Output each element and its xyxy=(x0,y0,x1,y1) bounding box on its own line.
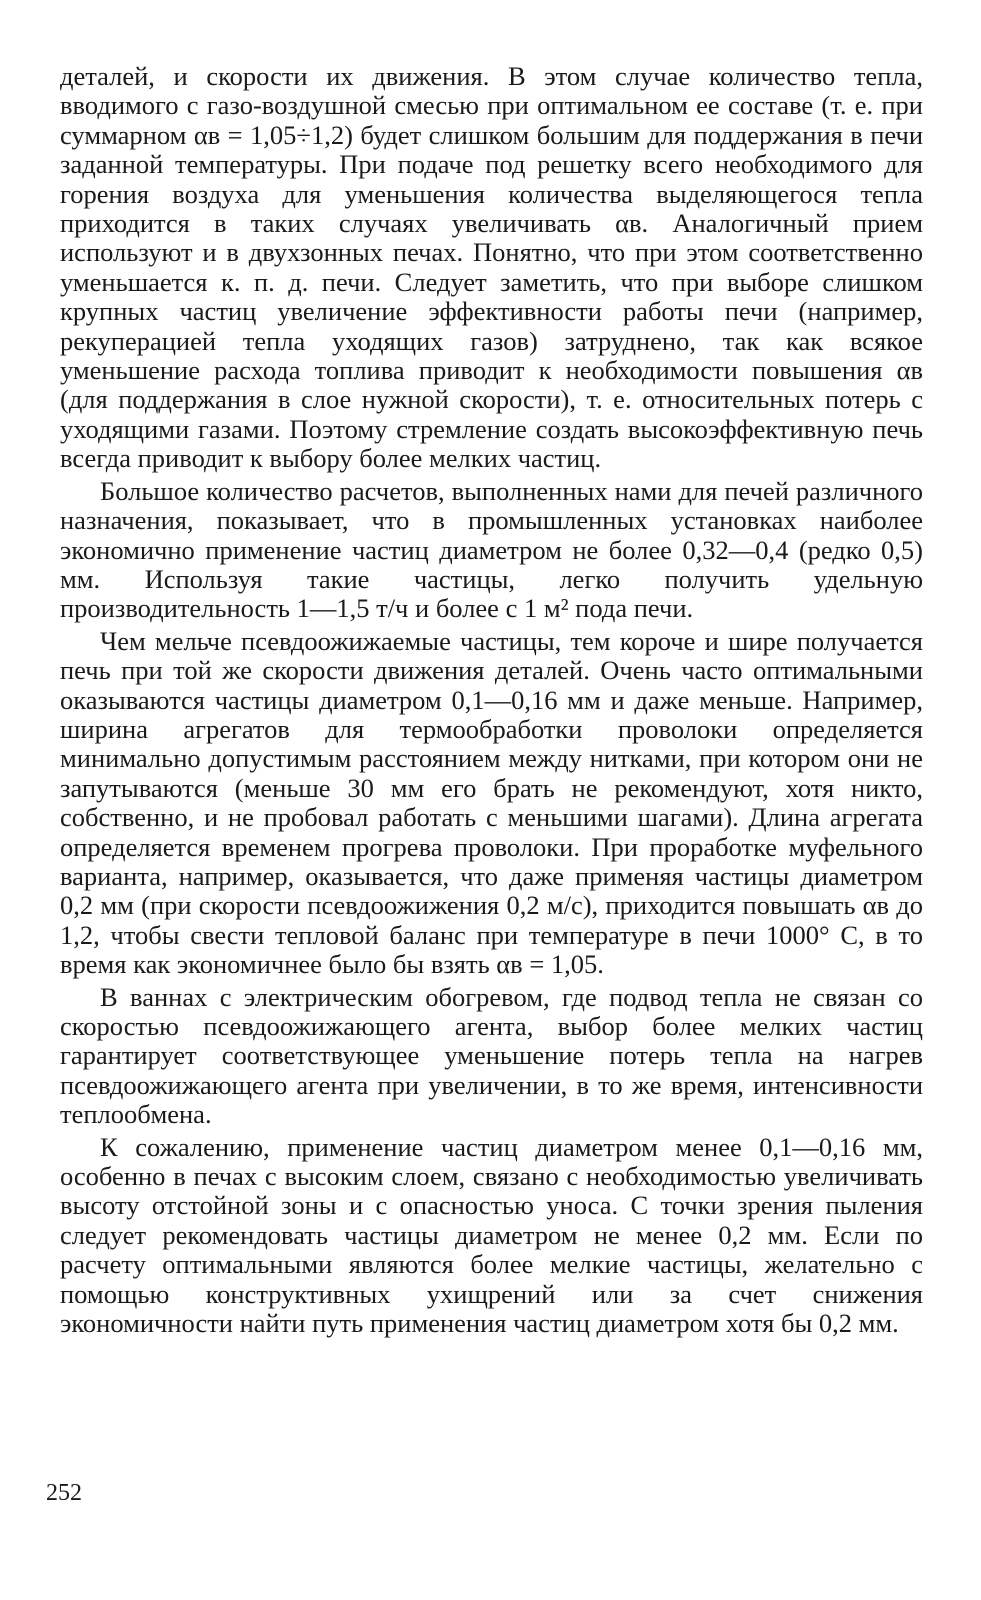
paragraph-electric-baths: В ваннах с электрическим обогревом, где подвод тепла не связан со скоростью псевдоожижающего агента, выбор более мелких частиц гарантирует соответствующее уменьшение потерь тепла на нагрев псевдоожижающего агента при увеличении, в то же время, интенсивности теплообмена. xyxy=(60,981,923,1130)
paragraph-dusting: К сожалению, применение частиц диаметром менее 0,1—0,16 мм, особенно в печах с высоким слоем, связано с необходимостью увеличивать высоту отстойной зоны и с опасностью уноса. С точки зрения пыления следует рекомендовать частицы диаметром не менее 0,2 мм. Если по расчету оптимальными являются более мелкие частицы, желательно с помощью конструктивных ухищрений или за счет снижения экономичности найти путь применения частиц диаметром хотя бы 0,2 мм. xyxy=(60,1131,923,1339)
paragraph-calculations: Большое количество расчетов, выполненных нами для печей различного назначения, показывает, что в промышленных установках наиболее экономично применение частиц диаметром не более 0,32—0,4 (редко 0,5) мм. Используя такие частицы, легко получить удельную производительность 1—1,5 т/ч и более с 1 м² пода печи. xyxy=(60,475,923,624)
paragraph-fine-particles: Чем мельче псевдоожижаемые частицы, тем короче и шире получается печь при той же скорости движения деталей. Очень часто оптимальными оказываются частицы диаметром 0,1—0,16 мм и даже меньше. Например, ширина агрегатов для термообработки проволоки определяется минимально допустимым расстоянием между нитками, при котором они не запутываются (меньше 30 мм его брать не рекомендуют, хотя никто, собственно, и не пробовал работать с меньшими шагами). Длина агрегата определяется временем прогрева проволоки. При проработке муфельного варианта, например, оказывается, что даже применяя частицы диаметром 0,2 мм (при скорости псевдоожижения 0,2 м/с), приходится повышать αв до 1,2, чтобы свести тепловой баланс при температуре в печи 1000° С, в то время как экономичнее было бы взять αв = 1,05. xyxy=(60,625,923,980)
page-number: 252 xyxy=(46,1480,82,1506)
paragraph-continuation: деталей, и скорости их движения. В этом случае количество тепла, вводимого с газо-воздушной смесью при оптимальном ее составе (т. е. при суммарном αв = 1,05÷1,2) будет слишком большим для поддержания в печи заданной температуры. При подаче под решетку всего необходимого для горения воздуха для уменьшения количества выделяющегося тепла приходится в таких случаях увеличивать αв. Аналогичный прием используют и в двухзонных печах. Понятно, что при этом соответственно уменьшается к. п. д. печи. Следует заметить, что при выборе слишком крупных частиц увеличение эффективности работы печи (например, рекуперацией тепла уходящих газов) затруднено, так как всякое уменьшение расхода топлива приводит к необходимости повышения αв (для поддержания в слое нужной скорости), т. е. относительных потерь с уходящими газами. Поэтому стремление создать высокоэффективную печь всегда приводит к выбору более мелких частиц. xyxy=(60,61,923,474)
page-body xyxy=(60,62,923,1341)
